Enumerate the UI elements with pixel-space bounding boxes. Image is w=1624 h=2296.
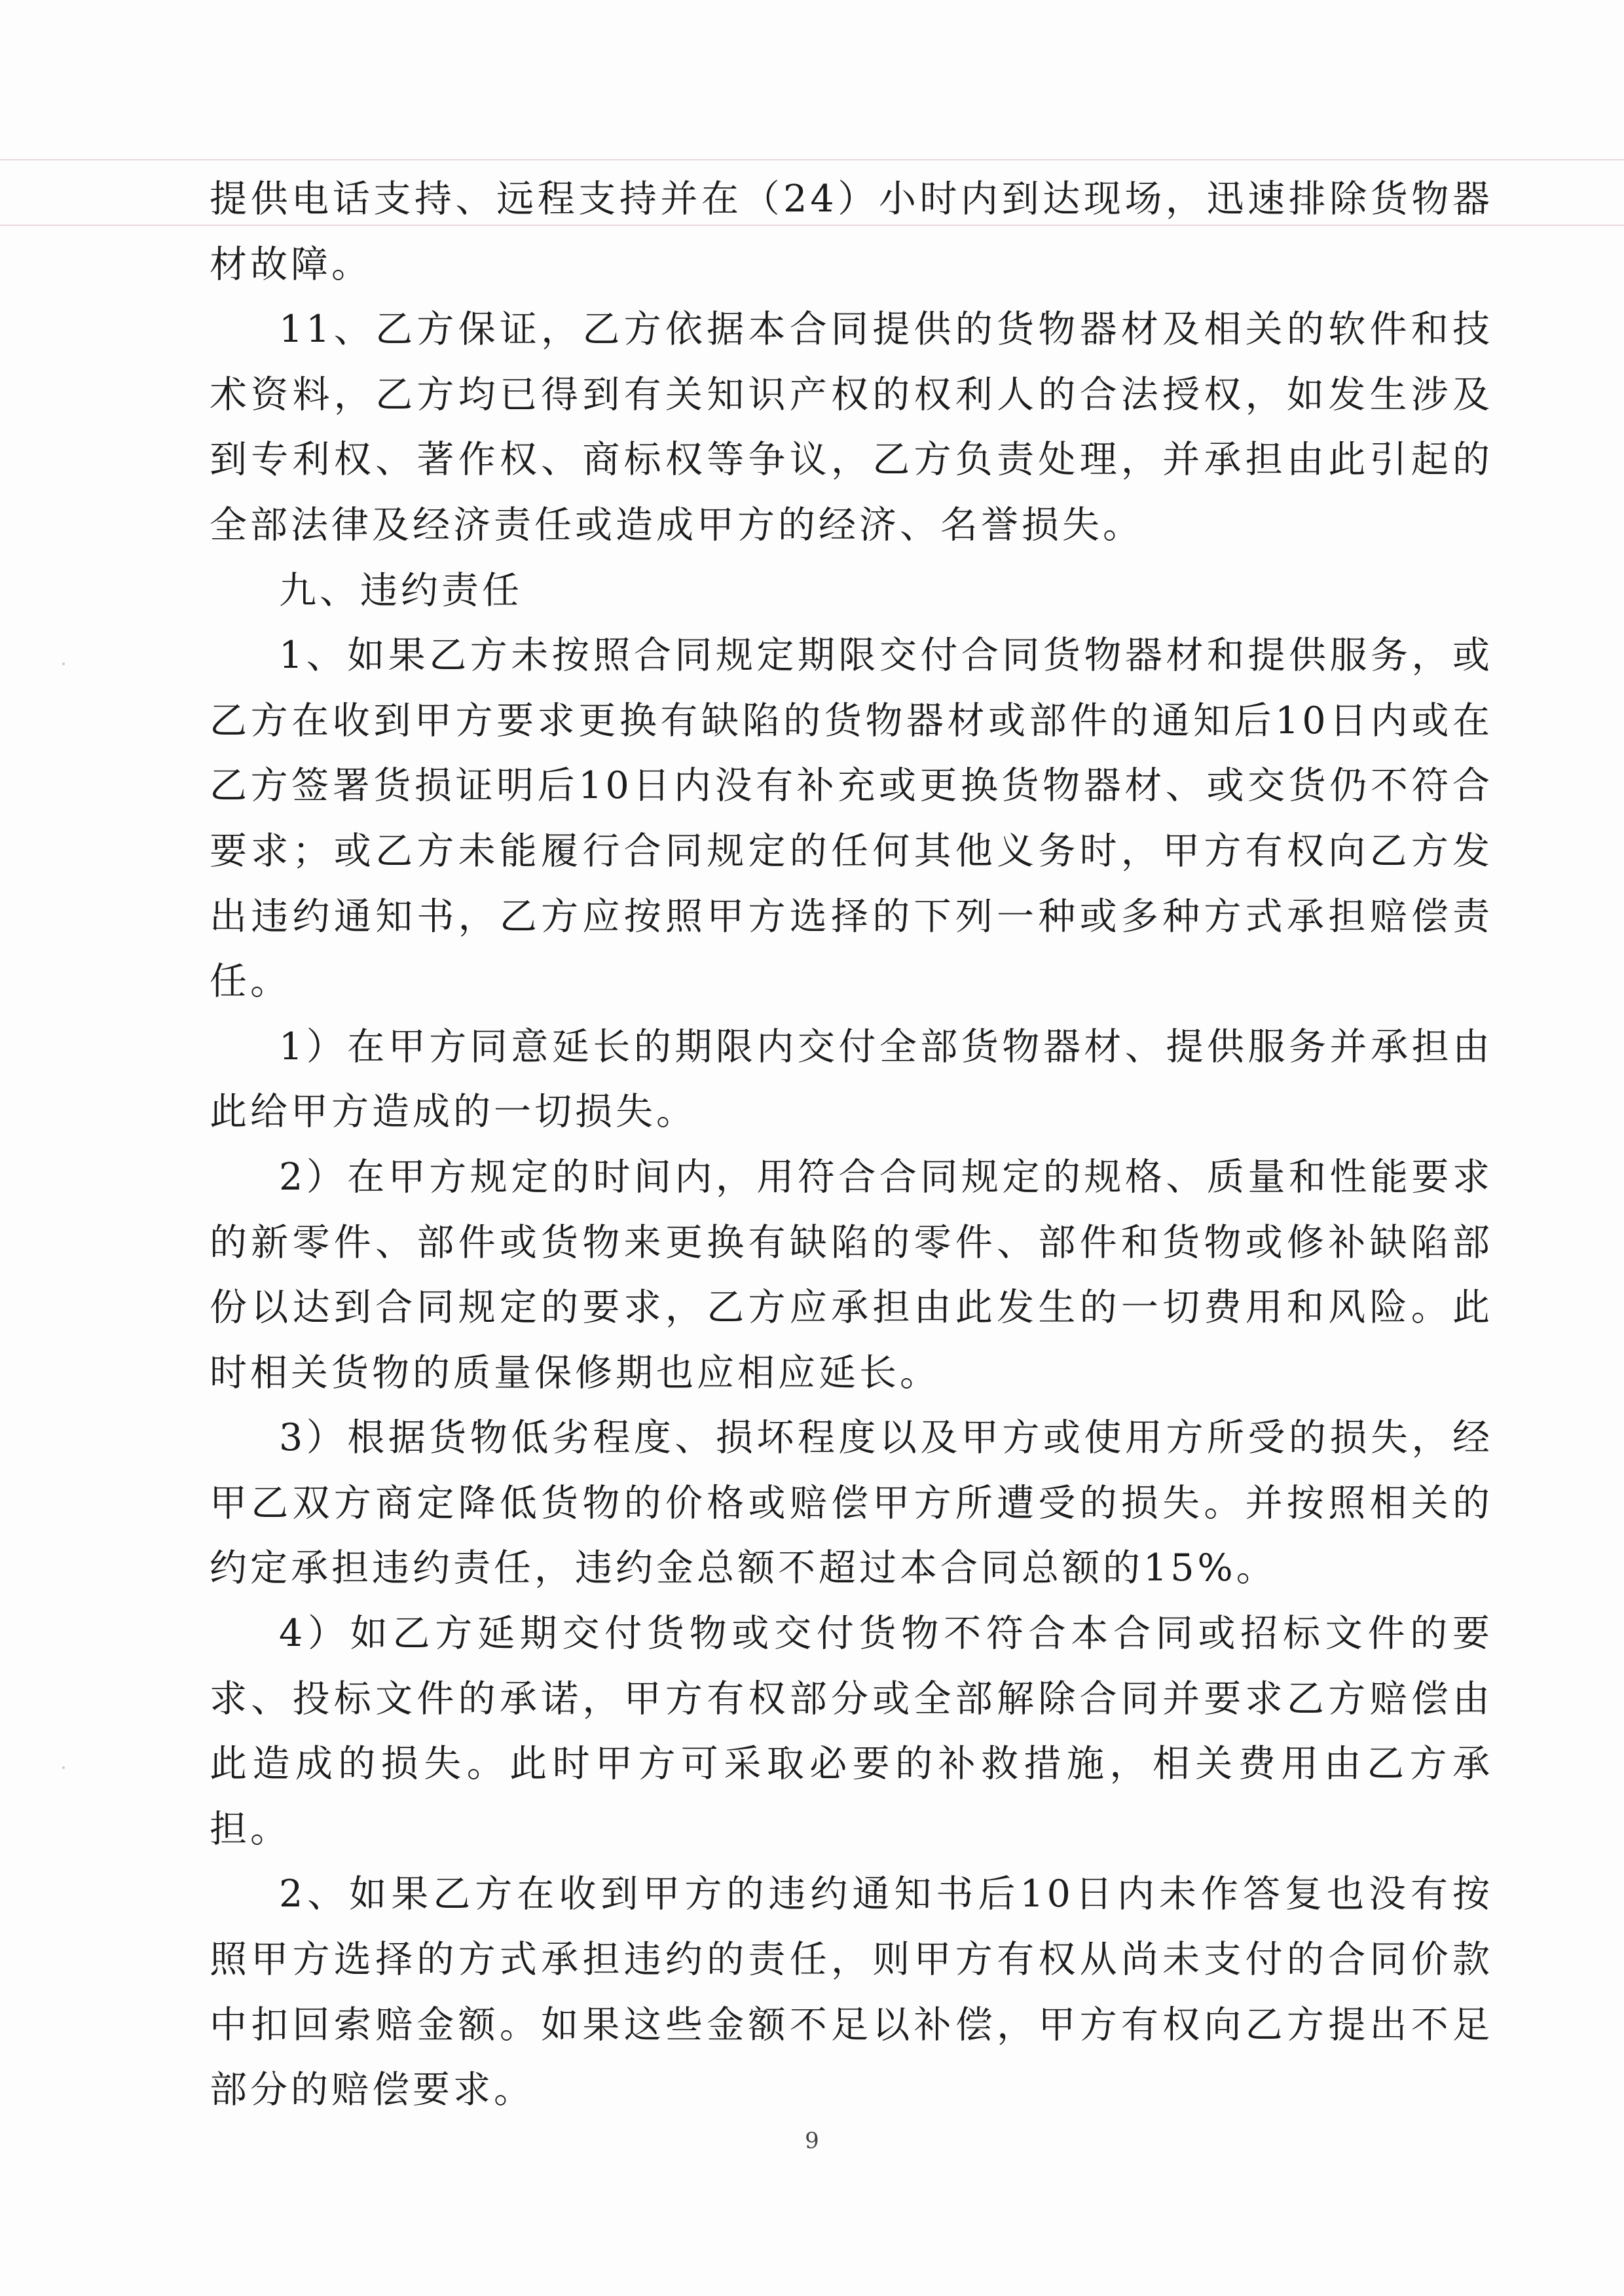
paragraph-continuation: 提供电话支持、远程支持并在（24）小时内到达现场，迅速排除货物器材故障。 bbox=[210, 177, 1493, 286]
paragraph-item-3: 3）根据货物低劣程度、损坏程度以及甲方或使用方所受的损失，经甲乙双方商定降低货物的价格或赔偿甲方所遭受的损失。并按照相关的约定承担违约责任，违约金总额不超过本合同总额的15%。 bbox=[210, 1416, 1493, 1590]
scan-speck bbox=[62, 1766, 65, 1769]
section-heading-breach-liability: 九、违约责任 bbox=[279, 568, 523, 612]
paragraph-clause-2: 2、如果乙方在收到甲方的违约通知书后10日内未作答复也没有按照甲方选择的方式承担违约的责任，则甲方有权从尚未支付的合同价款中扣回索赔金额。如果这些金额不足以补偿，甲方有权向乙方提出不足部分的赔偿要求。 bbox=[210, 1872, 1493, 2112]
paragraph-clause-11: 11、乙方保证，乙方依据本合同提供的货物器材及相关的软件和技术资料，乙方均已得到有关知识产权的权利人的合法授权，如发生涉及到专利权、著作权、商标权等争议，乙方负责处理，并承担由此引起的全部法律及经济责任或造成甲方的经济、名誉损失。 bbox=[210, 308, 1493, 547]
page-number: 9 bbox=[805, 2128, 819, 2154]
paragraph-clause-1: 1、如果乙方未按照合同规定期限交付合同货物器材和提供服务，或乙方在收到甲方要求更换有缺陷的货物器材或部件的通知后10日内或在乙方签署货损证明后10日内没有补充或更换货物器材、或交货仍不符合要求；或乙方未能履行合同规定的任何其他义务时，甲方有权向乙方发出违约通知书，乙方应按照甲方选择的下列一种或多种方式承担赔偿责任。 bbox=[210, 634, 1493, 1004]
paragraph-item-4: 4）如乙方延期交付货物或交付货物不符合本合同或招标文件的要求、投标文件的承诺，甲方有权部分或全部解除合同并要求乙方赔偿由此造成的损失。此时甲方可采取必要的补救措施，相关费用由乙方承担。 bbox=[210, 1612, 1493, 1851]
scan-speck bbox=[62, 663, 65, 665]
header-rule bbox=[0, 159, 1624, 160]
paragraph-item-2: 2）在甲方规定的时间内，用符合合同规定的规格、质量和性能要求的新零件、部件或货物来更换有缺陷的零件、部件和货物或修补缺陷部份以达到合同规定的要求，乙方应承担由此发生的一切费用和风险。此时相关货物的质量保修期也应相应延长。 bbox=[210, 1155, 1493, 1394]
paragraph-item-1: 1）在甲方同意延长的期限内交付全部货物器材、提供服务并承担由此给甲方造成的一切损失。 bbox=[210, 1025, 1493, 1134]
document-body bbox=[210, 167, 1493, 2123]
